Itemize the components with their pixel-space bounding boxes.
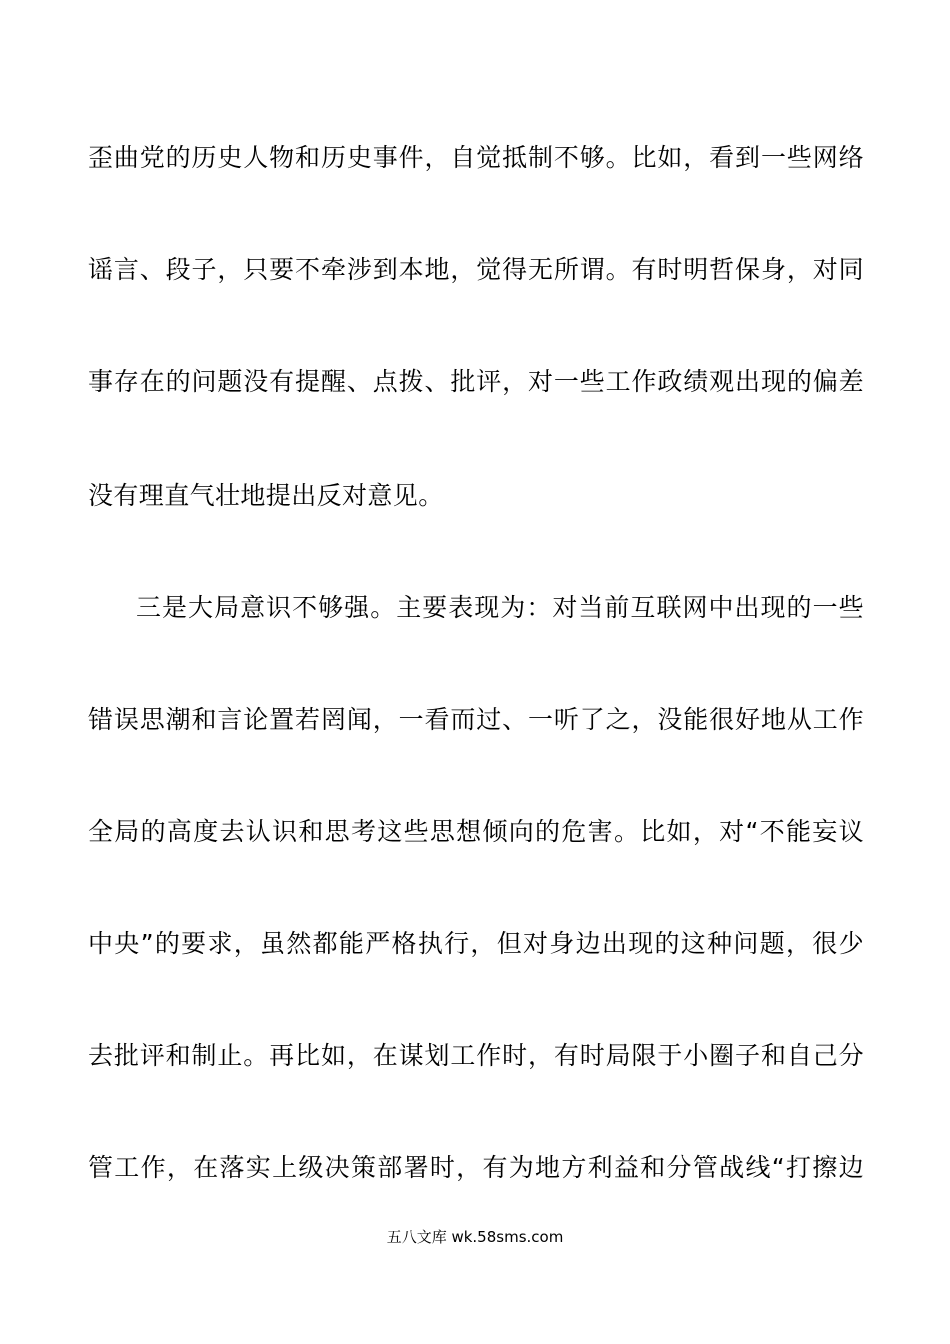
body-text-line: 谣言、段子，只要不牵涉到本地，觉得无所谓。有时明哲保身，对同 bbox=[88, 255, 864, 284]
body-text-line: 歪曲党的历史人物和历史事件，自觉抵制不够。比如，看到一些网络 bbox=[88, 143, 864, 172]
body-text-line: 管工作，在落实上级决策部署时，有为地方利益和分管战线“打擦边 bbox=[88, 1153, 864, 1182]
body-text-line: 去批评和制止。再比如，在谋划工作时，有时局限于小圈子和自己分 bbox=[88, 1041, 864, 1070]
body-text-line: 事存在的问题没有提醒、点拨、批评，对一些工作政绩观出现的偏差 bbox=[88, 367, 864, 396]
body-text-line: 没有理直气壮地提出反对意见。 bbox=[88, 481, 444, 510]
paragraph-start-line: 三是大局意识不够强。主要表现为：对当前互联网中出现的一些 bbox=[136, 593, 864, 622]
body-text-line: 全局的高度去认识和思考这些思想倾向的危害。比如，对“不能妄议 bbox=[88, 817, 864, 846]
footer-watermark: 五八文库 wk.58sms.com bbox=[386, 1228, 564, 1246]
body-text-line: 错误思潮和言论置若罔闻，一看而过、一听了之，没能很好地从工作 bbox=[88, 705, 864, 734]
body-text-line: 中央”的要求，虽然都能严格执行，但对身边出现的这种问题，很少 bbox=[88, 929, 864, 958]
